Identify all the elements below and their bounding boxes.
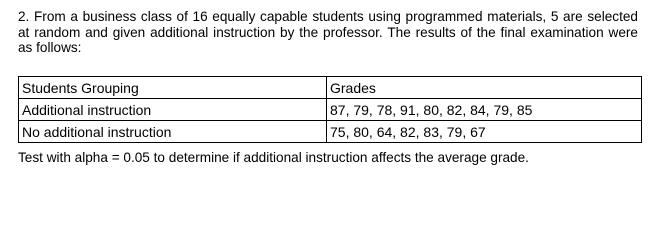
row-grades-cell: 87, 79, 78, 91, 80, 82, 84, 79, 85: [327, 99, 642, 121]
table-row: [19, 121, 642, 143]
grades-table: [18, 76, 642, 143]
table-header-row: [19, 77, 642, 99]
problem-text: 2. From a business class of 16 equally capable students using programmed materials, 5 are selected at random and given additional instruction by the professor. The results of the final examination were as follows:: [18, 9, 638, 55]
problem-statement: [18, 9, 638, 56]
header-students-grouping: Students Grouping: [19, 77, 327, 99]
header-grades: Grades: [327, 77, 642, 99]
row-group-cell: Additional instruction: [19, 99, 327, 121]
test-instruction: Test with alpha = 0.05 to determine if additional instruction affects the average grade.: [18, 150, 529, 165]
row-group-cell: No additional instruction: [19, 121, 327, 143]
row-grades-cell: 75, 80, 64, 82, 83, 79, 67: [327, 121, 642, 143]
table-row: [19, 99, 642, 121]
